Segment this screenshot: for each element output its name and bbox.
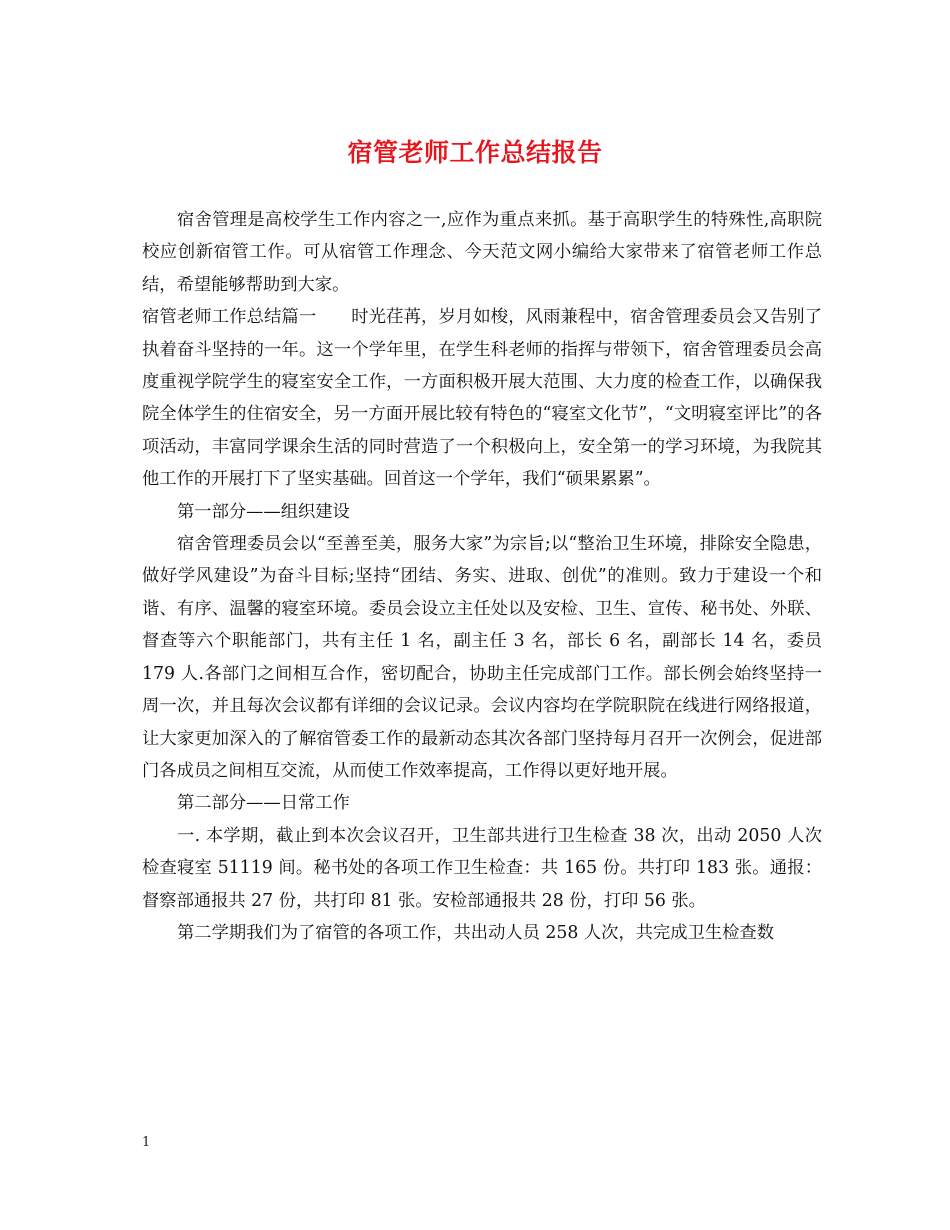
paragraph-daily-work-one: 一. 本学期，截止到本次会议召开，卫生部共进行卫生检查 38 次，出动 2050 人次检查寝室 51119 间。秘书处的各项工作卫生检查：共 165 份。共打印 183 张。通报： 督察部通报共 27 份，共打印 81 张。安检部通报共 28 份，打印 56 张。 [142,825,822,911]
section-one-heading: 第一部分——组织建设 [177,501,350,522]
paragraph-organization: 宿舍管理委员会以“至善至美，服务大家”为宗旨;以“整治卫生环境，排除安全隐患，做好学风建设”为奋斗目标;坚持“团结、务实、进取、创优”的准则。致力于建设一个和谐、有序、温馨的寝室环境。委员会设立主任处以及安检、卫生、宣传、秘书处、外联、督查等六个职能部门，共有主任 1 名，副主任 3 名，部长 6 名，副部长 14 名，委员 179 人.各部门之间相互合作，密切配合，协助主任完成部门工作。部长例会始终坚持一周一次，并且每次会议都有详细的会议记录。会议内容均在学院职院在线进行网络报道，让大家更加深入的了解宿管委工作的最新动态其次各部门坚持每月召开一次例会，促进部门各成员之间相互交流，从而使工作效率提高，工作得以更好地开展。 [142,534,822,781]
section-two-heading: 第二部分——日常工作 [177,793,350,814]
paragraph-intro: 宿舍管理是高校学生工作内容之一,应作为重点来抓。基于高职学生的特殊性,高职院校应创新宿管工作。可从宿管工作理念、今天范文网小编给大家带来了宿管老师工作总结，希望能够帮助到大家。 [142,210,822,295]
paragraph-daily-work-two: 第二学期我们为了宿管的各项工作，共出动人员 258 人次，共完成卫生检查数 [177,922,774,943]
document-body [142,204,822,949]
page-number: 1 [142,1135,151,1150]
paragraph-chapter-one: 宿管老师工作总结篇一 时光荏苒，岁月如梭，风雨兼程中，宿舍管理委员会又告别了执着奋斗坚持的一年。这一个学年里，在学生科老师的指挥与带领下，宿舍管理委员会高度重视学院学生的寝室安全工作，一方面积极开展大范围、大力度的检查工作，以确保我院全体学生的住宿安全，另一方面开展比较有特色的“寝室文化节”，“文明寝室评比”的各项活动，丰富同学课余生活的同时营造了一个积极向上，安全第一的学习环境，为我院其他工作的开展打下了坚实基础。回首这一个学年，我们“硕果累累”。 [142,307,822,490]
document-title: 宿管老师工作总结报告 [347,138,603,167]
